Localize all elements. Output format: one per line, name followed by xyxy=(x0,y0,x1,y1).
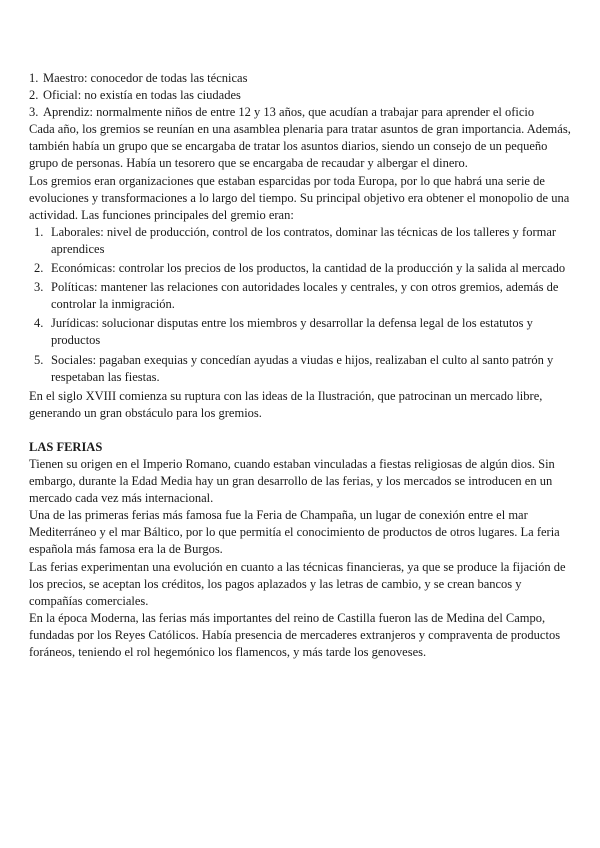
list-item xyxy=(29,315,574,349)
list-item xyxy=(29,104,574,121)
list-text: Políticas: mantener las relaciones con autoridades locales y centrales, y con otros gremios, además de controlar la inmigración. xyxy=(51,280,559,312)
list-text: Económicas: controlar los precios de los productos, la cantidad de la producción y la salida al mercado xyxy=(51,261,566,276)
list-item xyxy=(29,224,574,258)
list-text: Aprendiz: normalmente niños de entre 12 y 13 años, que acudían a trabajar para aprender el oficio xyxy=(43,105,535,120)
list-text: Laborales: nivel de producción, control de los contratos, dominar las técnicas de los talleres y formar aprendices xyxy=(51,224,557,256)
paragraph: Una de las primeras ferias más famosa fue la Feria de Champaña, un lugar de conexión entre el mar Mediterráneo y el mar Báltico, por lo que permitía el conocimiento de productos de otros lugares. La feria española más famosa era la de Burgos. xyxy=(29,508,560,557)
list-text: Oficial: no existía en todas las ciudades xyxy=(43,88,241,103)
list-number: 1. xyxy=(29,71,39,85)
list-number: 5. xyxy=(34,352,44,367)
list-item xyxy=(29,279,574,313)
paragraph: Los gremios eran organizaciones que estaban esparcidas por toda Europa, por lo que habrá una serie de evoluciones y transformaciones a lo largo del tiempo. Su principal objetivo era obtener el monopolio de una actividad. Las funciones principales del gremio eran: xyxy=(29,173,570,222)
roles-list xyxy=(29,70,574,121)
list-number: 4. xyxy=(34,316,44,331)
section-heading: LAS FERIAS xyxy=(29,439,103,454)
functions-list xyxy=(29,224,574,386)
list-item xyxy=(29,87,574,104)
list-number: 2. xyxy=(34,261,44,276)
list-text: Maestro: conocedor de todas las técnicas xyxy=(43,71,248,85)
list-text: Jurídicas: solucionar disputas entre los miembros y desarrollar la defensa legal de los estatutos y productos xyxy=(51,316,533,348)
list-item xyxy=(29,70,574,87)
list-number: 3. xyxy=(29,105,39,120)
paragraph: Cada año, los gremios se reunían en una asamblea plenaria para tratar asuntos de gran importancia. Además, también había un grupo que se encargaba de tratar los asuntos diarios, siendo un consejo de un pequeño grupo de personas. Había un tesorero que se encargaba de recaudar y albergar el dinero. xyxy=(29,122,571,171)
paragraph: Tienen su origen en el Imperio Romano, cuando estaban vinculadas a fiestas religiosas de algún dios. Sin embargo, durante la Edad Media hay un gran desarrollo de las ferias, y los mercados se introducen en un mercado cada vez más internacional. xyxy=(29,456,555,506)
list-item xyxy=(29,352,574,386)
paragraph: En la época Moderna, las ferias más importantes del reino de Castilla fueron las de Medina del Campo, fundadas por los Reyes Católicos. Había presencia de mercaderes extranjeros y compraventa de productos foráneos, teniendo el rol hegemónico los flamencos, y más tarde los genoveses. xyxy=(29,610,561,659)
list-text: Sociales: pagaban exequias y concedían ayudas a viudas e hijos, realizaban el culto al santo patrón y respetaban las fiestas. xyxy=(51,352,554,384)
list-item xyxy=(29,260,574,277)
paragraph: En el siglo XVIII comienza su ruptura con las ideas de la Ilustración, que patrocinan un mercado libre, generando un gran obstáculo para los gremios. xyxy=(29,388,543,420)
list-number: 3. xyxy=(34,280,44,295)
document-page xyxy=(29,70,574,661)
paragraph: Las ferias experimentan una evolución en cuanto a las técnicas financieras, ya que se produce la fijación de los precios, se aceptan los créditos, los pagos aplazados y las letras de cambio, y se crean bancos y compañías comerciales. xyxy=(29,559,566,608)
list-number: 2. xyxy=(29,88,39,103)
list-number: 1. xyxy=(34,224,44,239)
